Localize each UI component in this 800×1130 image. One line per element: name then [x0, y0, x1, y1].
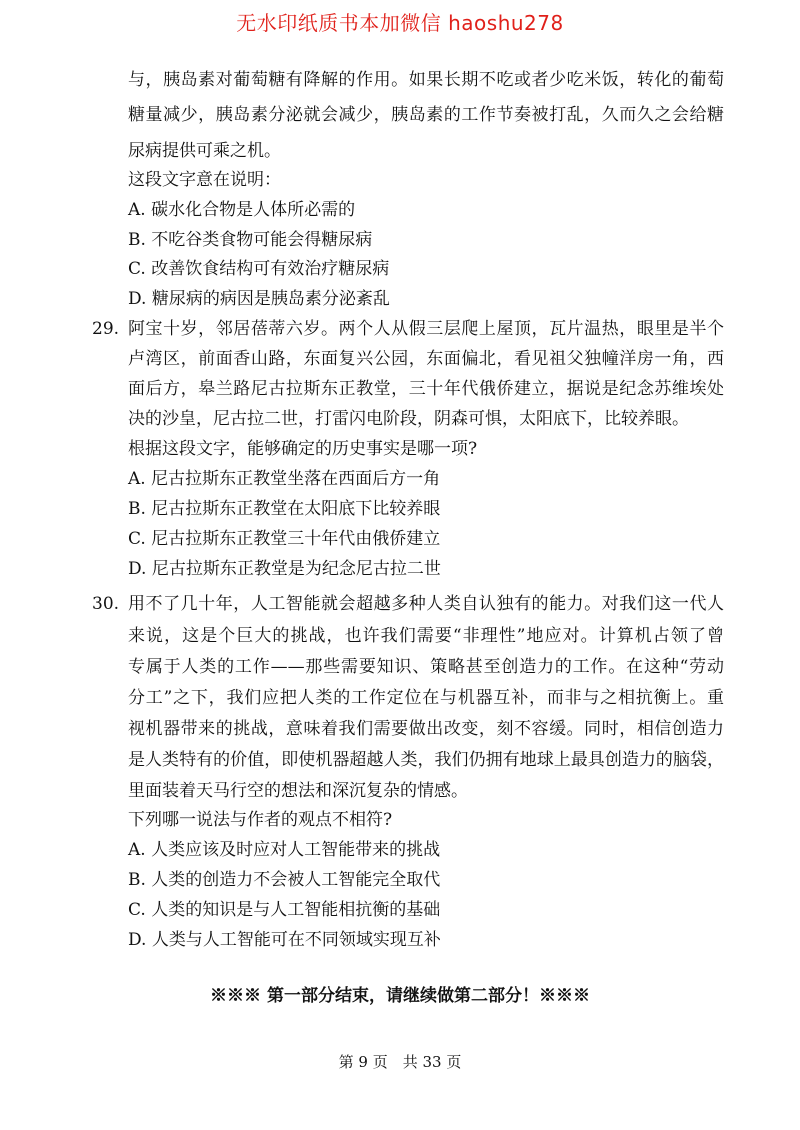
q30-text-line: 来说，这是个巨大的挑战，也许我们需要“非理性”地应对。计算机占领了曾 [128, 626, 724, 646]
q29-option-c: C. 尼古拉斯东正教堂三十年代由俄侨建立 [128, 529, 441, 549]
q28-question: 这段文字意在说明： [128, 170, 281, 190]
q29-text-line: 决的沙皇，尼古拉二世，打雷闪电阶段，阴森可惧，太阳底下，比较养眼。 [128, 409, 689, 429]
q28-option-b: B. 不吃谷类食物可能会得糖尿病 [128, 230, 373, 250]
q28-text-line: 尿病提供可乘之机。 [128, 141, 281, 161]
q29-text-line: 阿宝十岁，邻居蓓蒂六岁。两个人从假三层爬上屋顶，瓦片温热，眼里是半个 [128, 319, 724, 339]
q30-option-b: B. 人类的创造力不会被人工智能完全取代 [128, 870, 441, 890]
q30-option-a: A. 人类应该及时应对人工智能带来的挑战 [128, 840, 441, 860]
q29-option-b: B. 尼古拉斯东正教堂在太阳底下比较养眼 [128, 499, 441, 519]
q30-text-line: 专属于人类的工作——那些需要知识、策略甚至创造力的工作。在这种“劳动 [128, 657, 724, 677]
q28-text-line: 糖量减少，胰岛素分泌就会减少，胰岛素的工作节奏被打乱，久而久之会给糖 [128, 105, 724, 125]
q30-question: 下列哪一说法与作者的观点不相符? [128, 810, 393, 830]
q30-text-line: 是人类特有的价值，即使机器超越人类，我们仍拥有地球上最具创造力的脑袋， [128, 750, 724, 770]
q29-text-line: 面后方，皋兰路尼古拉斯东正教堂，三十年代俄侨建立，据说是纪念苏维埃处 [128, 379, 724, 399]
q30-text-line: 里面装着天马行空的想法和深沉复杂的情感。 [128, 781, 468, 801]
q28-option-d: D. 糖尿病的病因是胰岛素分泌紊乱 [128, 289, 390, 309]
q29-number: 29. [92, 319, 120, 339]
watermark-banner: 无水印纸质书本加微信 haoshu278 [236, 11, 564, 35]
q30-number: 30. [92, 594, 120, 614]
page-number: 第 9 页 共 33 页 [338, 1053, 462, 1071]
q29-option-d: D. 尼古拉斯东正教堂是为纪念尼古拉二世 [128, 559, 441, 579]
q28-option-c: C. 改善饮食结构可有效治疗糖尿病 [128, 259, 390, 279]
q28-option-a: A. 碳水化合物是人体所必需的 [128, 200, 356, 220]
q28-text-line: 与，胰岛素对葡萄糖有降解的作用。如果长期不吃或者少吃米饭，转化的葡萄 [128, 70, 724, 90]
q30-option-d: D. 人类与人工智能可在不同领域实现互补 [128, 930, 441, 950]
q30-text-line: 视机器带来的挑战，意味着我们需要做出改变，刻不容缓。同时，相信创造力 [128, 719, 724, 739]
section-end-note: ※※※ 第一部分结束，请继续做第二部分！※※※ [210, 986, 590, 1006]
q29-text-line: 卢湾区，前面香山路，东面复兴公园，东面偏北，看见祖父独幢洋房一角，西 [128, 349, 724, 369]
q29-question: 根据这段文字，能够确定的历史事实是哪一项? [128, 439, 478, 459]
q30-text-line: 分工”之下，我们应把人类的工作定位在与机器互补，而非与之相抗衡上。重 [128, 688, 724, 708]
q30-option-c: C. 人类的知识是与人工智能相抗衡的基础 [128, 900, 441, 920]
q30-text-line: 用不了几十年，人工智能就会超越多种人类自认独有的能力。对我们这一代人 [128, 594, 724, 614]
q29-option-a: A. 尼古拉斯东正教堂坐落在西面后方一角 [128, 469, 441, 489]
